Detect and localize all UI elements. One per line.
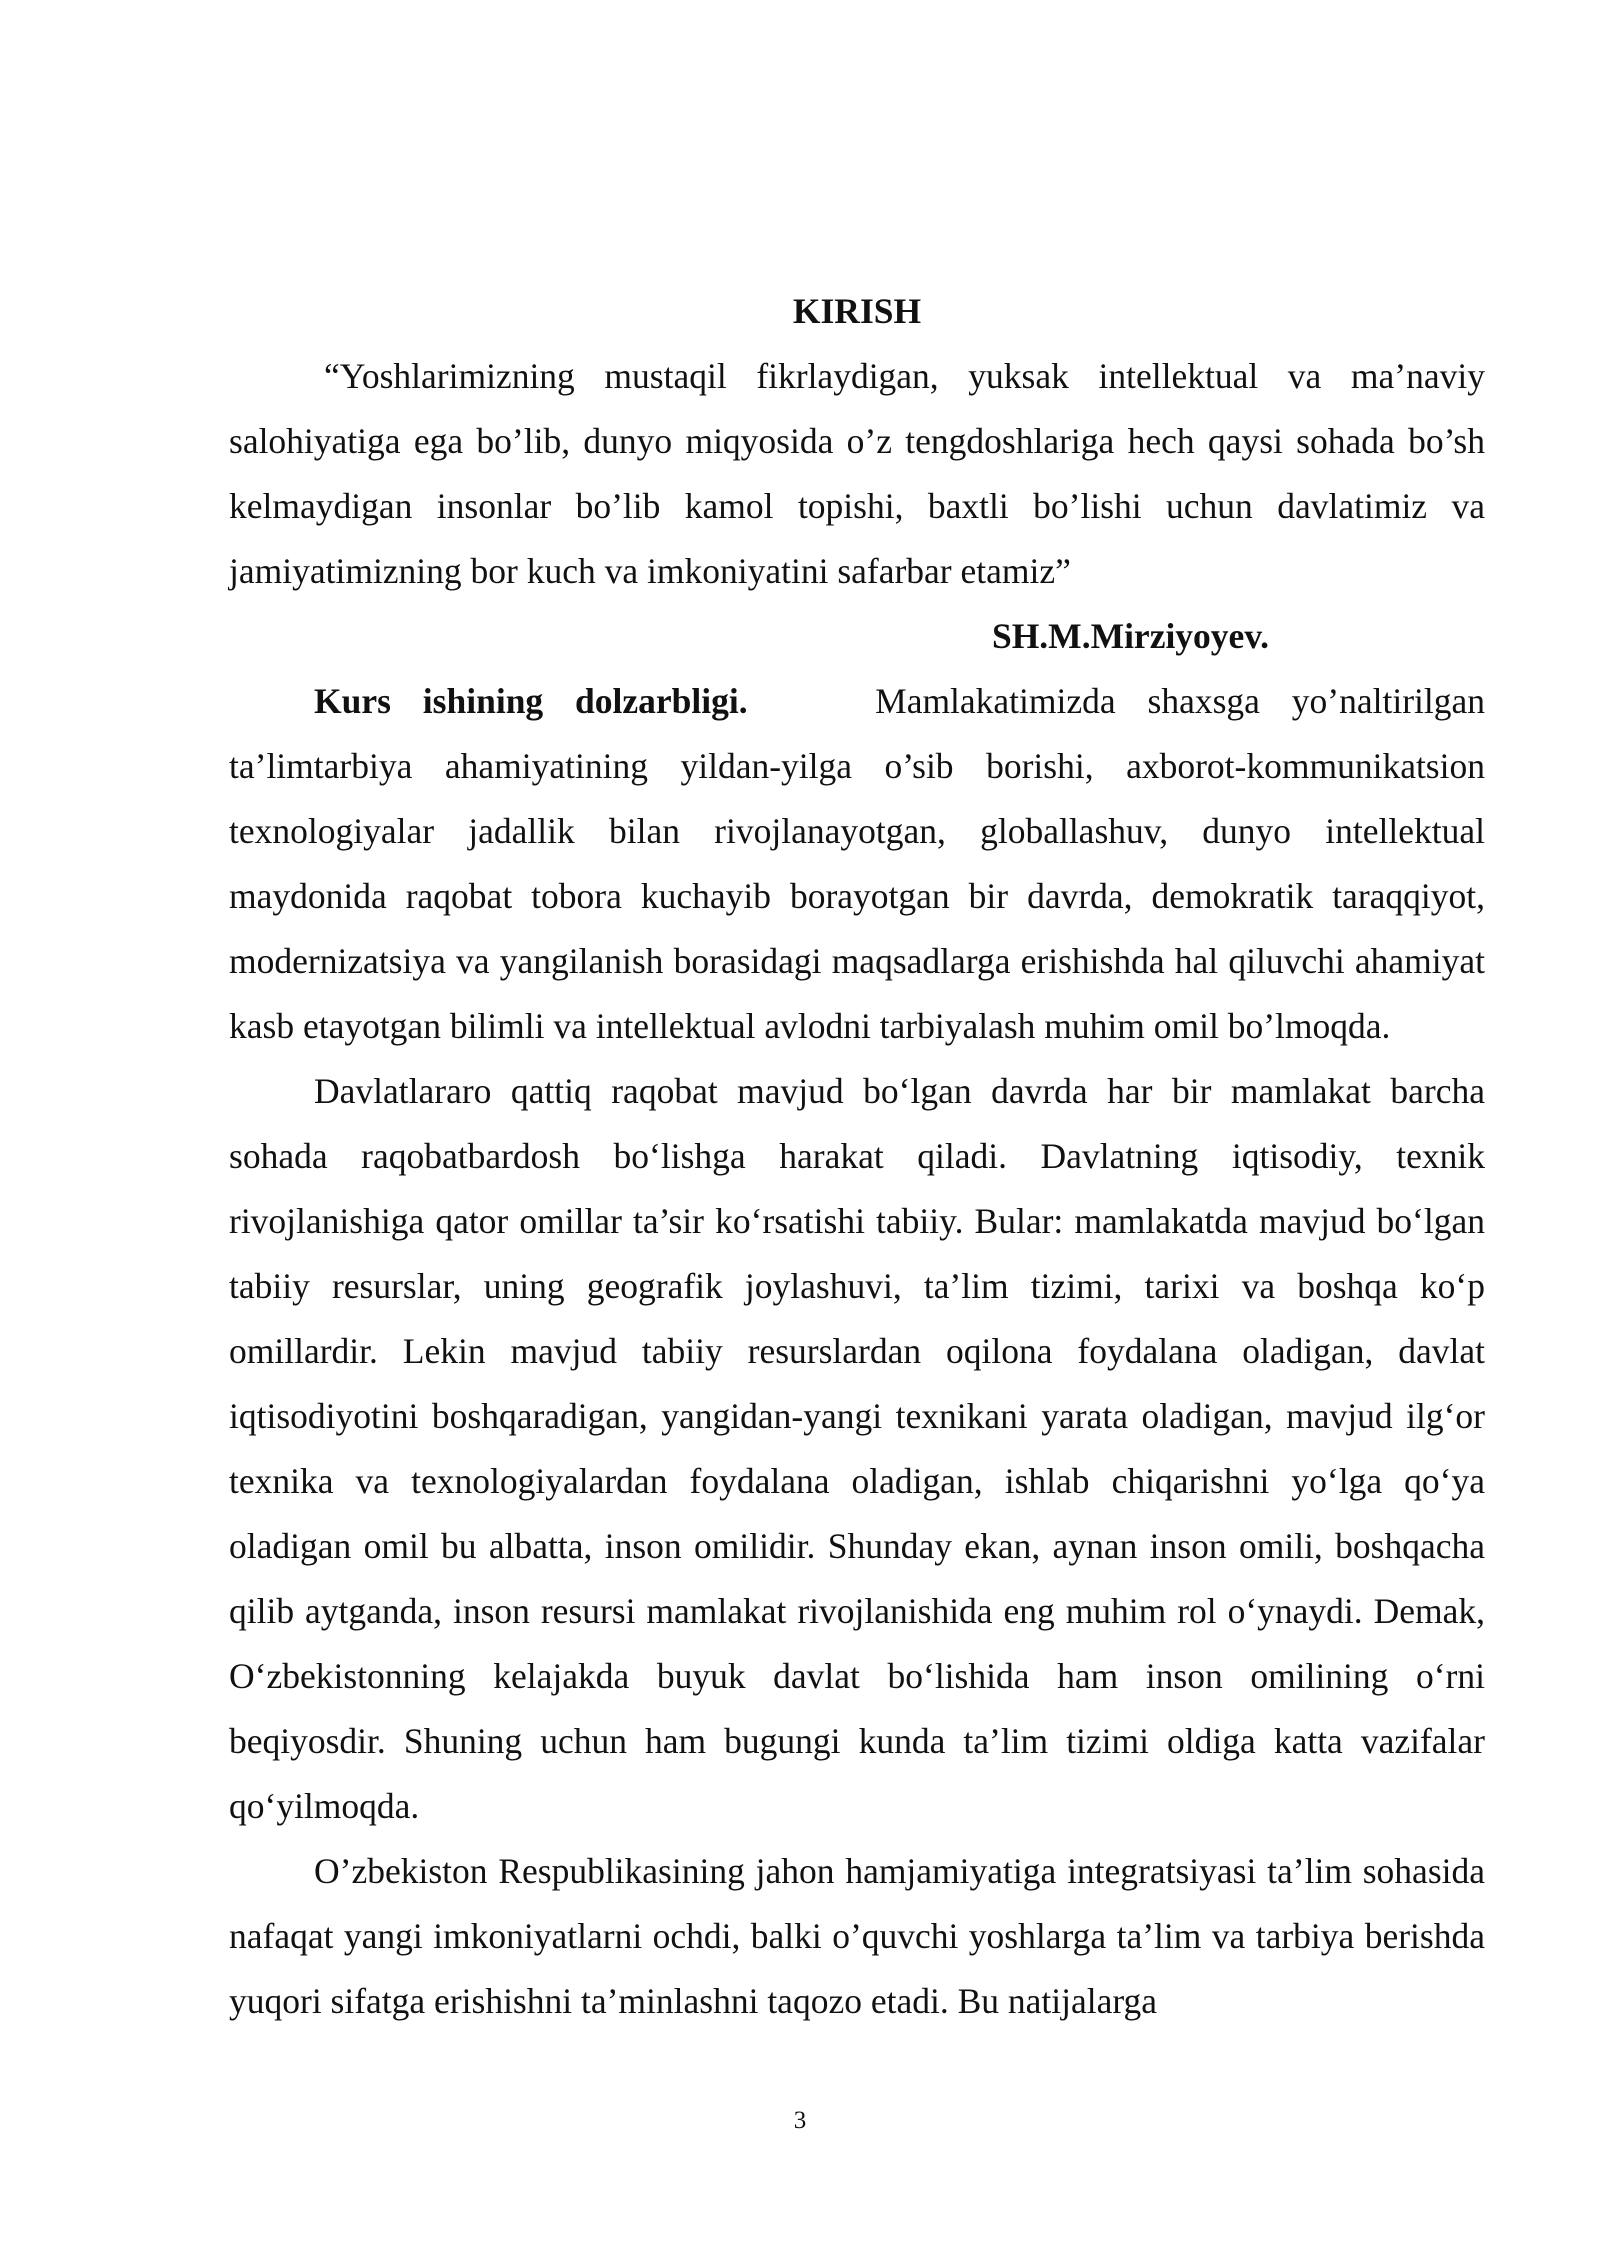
epigraph-author: SH.M.Mirziyoyev.: [991, 616, 1269, 656]
paragraph: Davlatlararo qattiq raqobat mavjud bo‘lgan davrda har bir mamlakat barcha sohada raqobatbardosh bo‘lishga harakat qiladi. Davlatning iqtisodiy, texnik rivojlanishiga qator omillar ta’sir ko‘rsatishi tabiiy. Bular: mamlakatda mavjud bo‘lgan tabiiy resurslar, uning geografik joylashuvi, ta’lim tizimi, tarixi va boshqa ko‘p omillardir. Lekin mavjud tabiiy resurslardan oqilona foydalana oladigan, davlat iqtisodiyotini boshqaradigan, yangidan-yangi texnikani yarata oladigan, mavjud ilg‘or texnika va texnologiyalardan foydalana oladigan, ishlab chiqarishni yo‘lga qo‘ya oladigan omil bu albatta, inson omilidir. Shunday ekan, aynan inson omili, boshqacha qilib aytganda, inson resursi mamlakat rivojlanishida eng muhim rol o‘ynaydi. Demak, O‘zbekistonning kelajakda buyuk davlat bo‘lishida ham inson omilining o‘rni beqiyosdir. Shuning uchun ham bugungi kunda ta’lim tizimi oldiga katta vazifalar qo‘yilmoqda.: [229, 1071, 1485, 1826]
section-title: KIRISH: [792, 291, 922, 331]
paragraph-text: Mamlakatimizda shaxsga yo’naltirilgan ta’limtarbiya ahamiyatining yildan-yilga o’sib borishi, axborot-kommunikatsion texnologiyalar jadallik bilan rivojlanayotgan, globallashuv, dunyo intellektual maydonida raqobat tobora kuchayib borayotgan bir davrda, demokratik taraqqiyot, modernizatsiya va yangilanish borasidagi maqsadlarga erishishda hal qiluvchi ahamiyat kasb etayotgan bilimli va intellektual avlodni tarbiyalash muhim omil bo’lmoqda.: [229, 681, 1486, 1046]
paragraph-relevance: [229, 669, 1485, 1059]
paragraph-lead: Kurs ishining dolzarbligi.: [314, 681, 748, 721]
page-body: [229, 279, 1485, 2034]
epigraph-quote: “Yoshlarimizning mustaqil fikrlaydigan, yuksak intellektual va ma’naviy salohiyatiga ega bo’lib, dunyo miqyosida o’z tengdoshlariga hech qaysi sohada bo’sh kelmaydigan insonlar bo’lib kamol topishi, baxtli bo’lishi uchun davlatimiz va jamiyatimizning bor kuch va imkoniyatini safarbar etamiz”: [229, 356, 1485, 591]
paragraph: O’zbekiston Respublikasining jahon hamjamiyatiga integratsiyasi ta’lim sohasida nafaqat yangi imkoniyatlarni ochdi, balki o’quvchi yoshlarga ta’lim va tarbiya berishda yuqori sifatga erishishni ta’minlashni taqozo etadi. Bu natijalarga: [229, 1851, 1485, 2021]
page-number: 3: [793, 2107, 807, 2134]
